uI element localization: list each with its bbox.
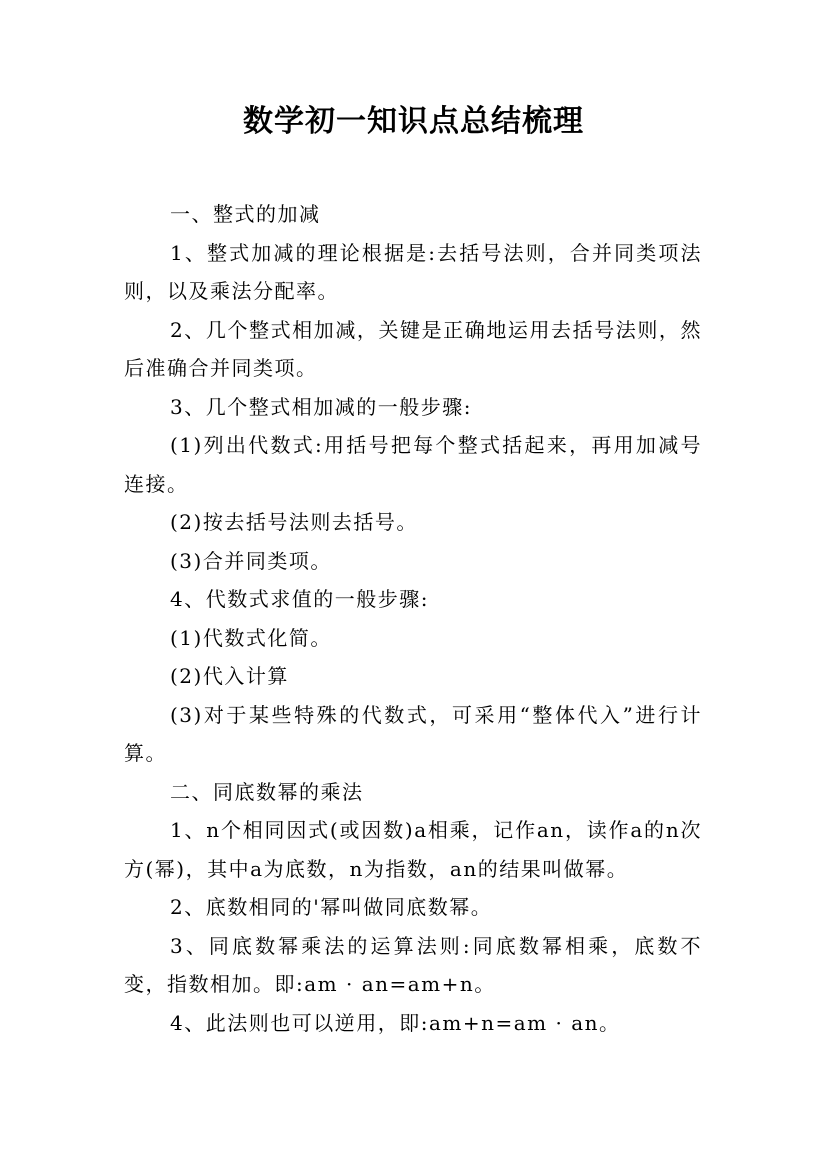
list-item: (1)代数式化简。 [170, 625, 332, 650]
document-body [124, 195, 702, 1042]
paragraph: 2、底数相同的'幂叫做同底数幂。 [170, 895, 493, 919]
list-item: (3)对于某些特殊的代数式，可采用“整体代入”进行计算。 [124, 702, 702, 765]
paragraph: 3、几个整式相加减的一般步骤: [170, 394, 472, 419]
paragraph: 4、代数式求值的一般步骤: [170, 587, 429, 611]
list-item: (1)列出代数式:用括号把每个整式括起来，再用加减号连接。 [124, 433, 702, 496]
paragraph: 1、整式加减的理论根据是:去括号法则，合并同类项法则，以及乘法分配率。 [124, 240, 702, 303]
paragraph: 4、此法则也可以逆用，即:am+n=am · an。 [170, 1010, 621, 1035]
paragraph: 2、几个整式相加减，关键是正确地运用去括号法则，然后准确合并同类项。 [124, 317, 702, 380]
list-item: (2)代入计算 [170, 664, 289, 688]
section-heading-power-multiplication: 二、同底数幂的乘法 [170, 779, 364, 804]
document-title: 数学初一知识点总结梳理 [243, 104, 584, 139]
section-heading-polynomial-add-subtract: 一、整式的加减 [170, 202, 321, 226]
paragraph: 1、n个相同因式(或因数)a相乘，记作an，读作a的n次方(幂)，其中a为底数，n为指数，an的结果叫做幂。 [124, 818, 702, 881]
paragraph: 3、同底数幂乘法的运算法则:同底数幂相乘，底数不变，指数相加。即:am · an=am+n。 [124, 933, 702, 996]
list-item: (2)按去括号法则去括号。 [170, 510, 418, 534]
list-item: (3)合并同类项。 [170, 548, 332, 573]
